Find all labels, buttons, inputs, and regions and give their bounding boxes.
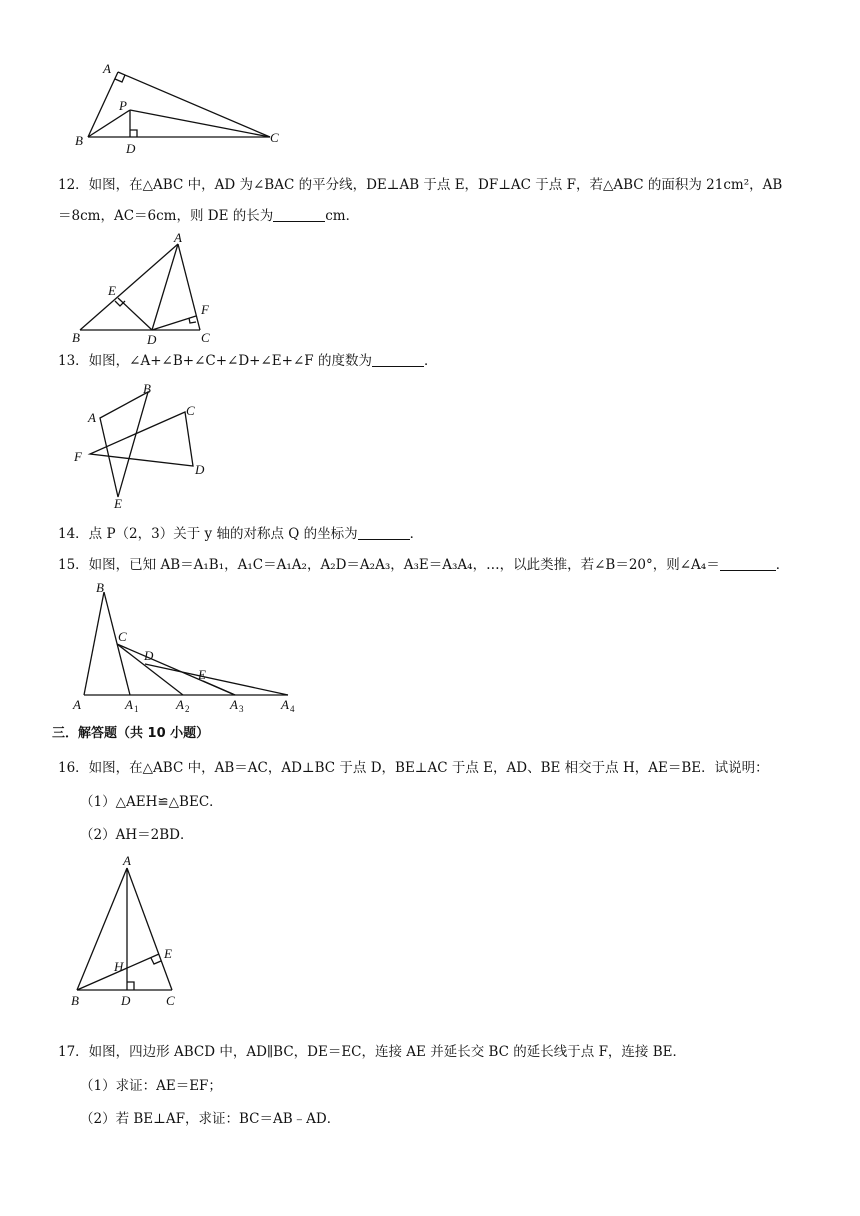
q11-figure (70, 60, 300, 160)
q14-answer-blank[interactable] (358, 525, 410, 540)
q17-part2: （2）若 BE⊥AF，求证：BC＝AB﹣AD． (80, 1111, 341, 1127)
q16-part1: （1）△AEH≌△BEC． (80, 794, 223, 810)
svg-text:F: F (201, 302, 209, 317)
svg-text:C: C (270, 130, 279, 145)
q12-answer-blank[interactable] (273, 207, 325, 222)
svg-text:A: A (174, 230, 182, 245)
svg-text:E: E (198, 667, 206, 682)
q12-figure (70, 232, 230, 347)
svg-text:A: A (176, 697, 184, 712)
q13-text: 13．如图，∠A+∠B+∠C+∠D+∠E+∠F 的度数为 ． (58, 353, 438, 369)
q12-right-angle-f (189, 318, 196, 323)
q16-right-angle-d (127, 982, 134, 990)
svg-text:E: E (108, 283, 116, 298)
q11-segment-pc (130, 110, 270, 137)
svg-text:D: D (126, 141, 136, 156)
q11-right-angle-d (130, 130, 137, 137)
q13-answer-blank[interactable] (372, 352, 424, 367)
svg-text:C: C (201, 330, 210, 345)
svg-text:2: 2 (185, 704, 190, 714)
svg-text:A: A (123, 853, 131, 868)
svg-text:A: A (125, 697, 133, 712)
svg-text:A: A (73, 697, 81, 712)
svg-text:B: B (96, 580, 104, 595)
svg-text:C: C (118, 629, 127, 644)
svg-text:F: F (74, 449, 82, 464)
svg-text:A: A (281, 697, 289, 712)
q17-text: 17．如图，四边形 ABCD 中，AD∥BC，DE＝EC，连接 AE 并延长交 BC 的延长线于点 F，连接 BE． (58, 1044, 686, 1060)
q13-figure (70, 380, 220, 510)
q11-segment-ac (118, 72, 270, 137)
svg-text:3: 3 (239, 704, 244, 714)
svg-text:H: H (114, 959, 124, 974)
q15-answer-blank[interactable] (720, 556, 776, 571)
q15-figure (70, 578, 310, 718)
svg-text:D: D (147, 332, 157, 347)
q12-segment-ac (178, 244, 200, 330)
q14-text: 14．点 P（2，3）关于 y 轴的对称点 Q 的坐标为 ． (58, 526, 424, 542)
svg-text:P: P (119, 98, 127, 113)
svg-text:B: B (143, 381, 151, 396)
q16-triangle-diagram (66, 850, 196, 1015)
svg-text:E: E (164, 946, 172, 961)
q12-segment-ab (80, 244, 178, 330)
svg-text:E: E (114, 496, 122, 511)
q12-triangle-diagram (70, 232, 230, 347)
q16-figure (66, 850, 196, 1015)
q15-chain-diagram (70, 578, 310, 718)
svg-text:D: D (144, 648, 154, 663)
svg-text:B: B (72, 330, 80, 345)
q13-star-diagram (70, 380, 220, 510)
q17-part1: （1）求证：AE＝EF； (80, 1078, 222, 1094)
q15-segment-ab (84, 592, 104, 695)
q15-text: 15．如图，已知 AB＝A₁B₁，A₁C＝A₁A₂，A₂D＝A₂A₃，A₃E＝A₃A₄，…，以此类推，若∠B＝20°，则∠A₄＝ ． (58, 557, 790, 573)
svg-text:A: A (103, 61, 111, 76)
svg-text:C: C (166, 993, 175, 1008)
q15-segment-de (145, 664, 288, 695)
q12-line1: 12．如图，在△ABC 中，AD 为∠BAC 的平分线，DE⊥AB 于点 E，DF⊥AC 于点 F，若△ABC 的面积为 21cm²，AB (58, 177, 783, 193)
q16-text: 16．如图，在△ABC 中，AB＝AC，AD⊥BC 于点 D，BE⊥AC 于点 E，AD、BE 相交于点 H，AE＝BE．试说明： (58, 760, 769, 776)
svg-text:D: D (121, 993, 131, 1008)
svg-text:A: A (230, 697, 238, 712)
svg-text:4: 4 (290, 704, 295, 714)
svg-text:B: B (71, 993, 79, 1008)
q12-line2: ＝8cm，AC＝6cm，则 DE 的长为 cm． (58, 208, 360, 224)
q16-right-angle-e (151, 958, 161, 964)
svg-text:1: 1 (134, 704, 139, 714)
q16-part2: （2）AH＝2BD． (80, 827, 194, 843)
svg-text:D: D (195, 462, 205, 477)
q16-segment-ac (127, 868, 172, 990)
section-heading: 三．解答题（共 10 小题） (52, 726, 210, 741)
svg-text:B: B (75, 133, 83, 148)
q12-segment-ad (152, 244, 178, 330)
q11-triangle-diagram (70, 60, 300, 160)
q13-triangle-abe (100, 392, 148, 497)
svg-text:A: A (88, 410, 96, 425)
svg-text:C: C (186, 403, 195, 418)
